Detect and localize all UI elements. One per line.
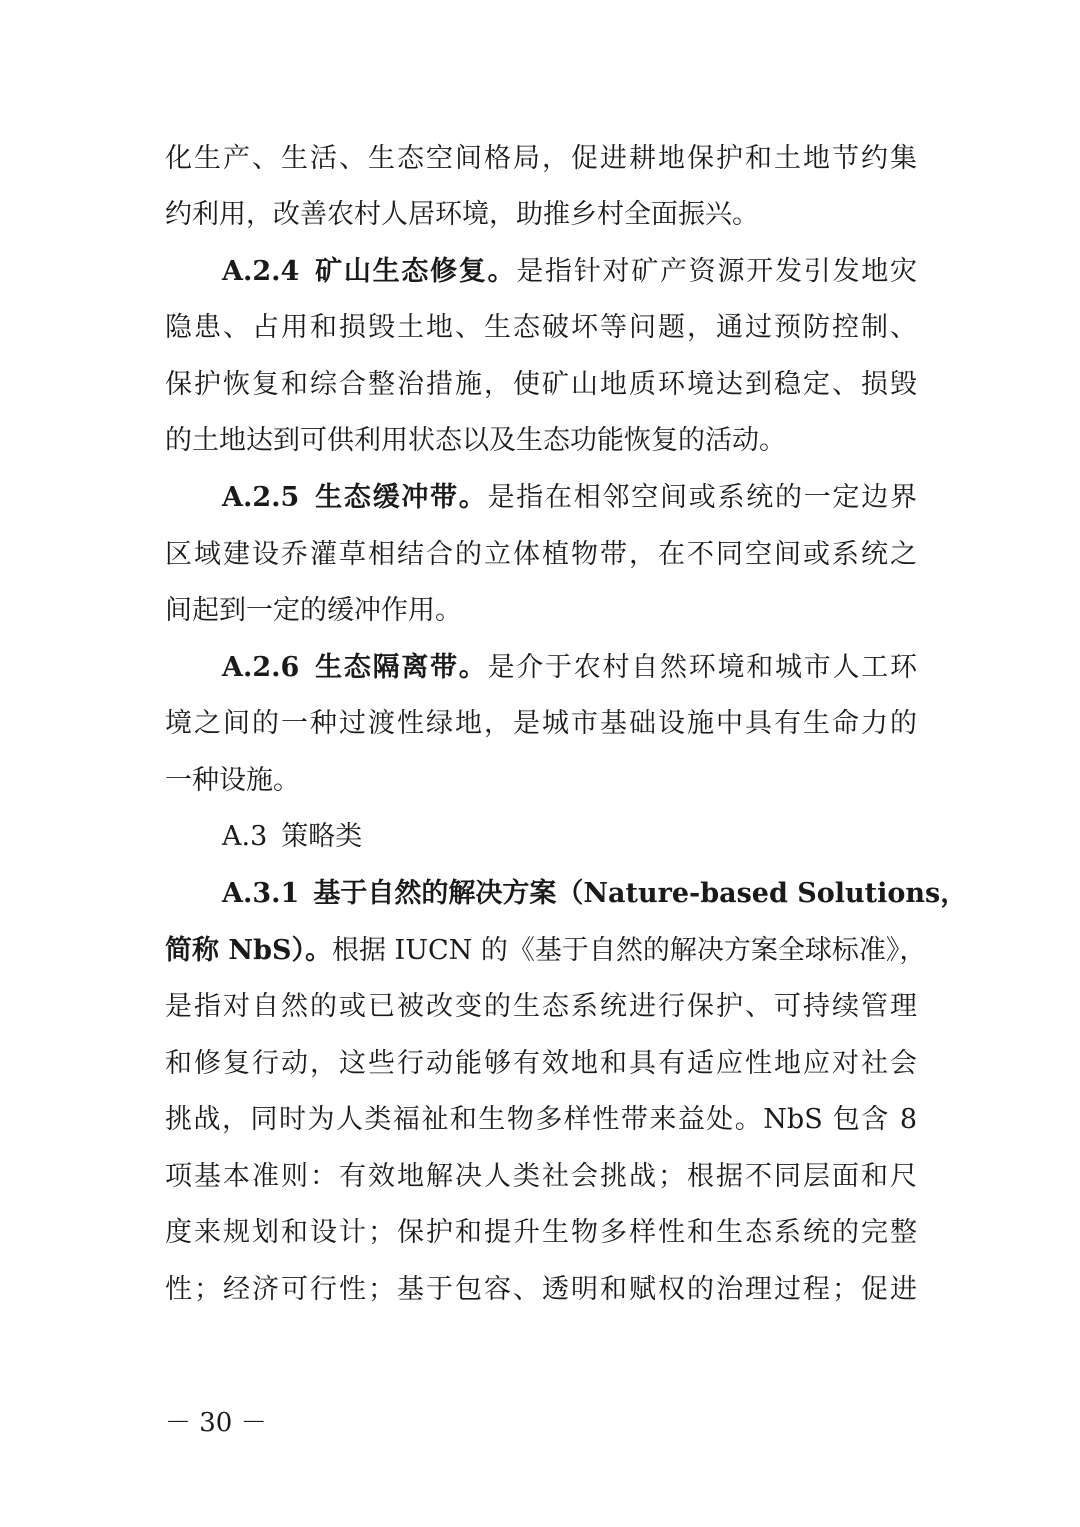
line-text: 保护恢复和综合整治措施，使矿山地质环境达到稳定、损毁 (165, 369, 917, 400)
line-text: 的土地达到可供利用状态以及生态功能恢复的活动。 (165, 425, 786, 456)
category-number: A.3 (222, 821, 268, 852)
line-text: 一种设施。 (165, 765, 300, 796)
body-line (165, 360, 917, 410)
section-title: 矿山生态修复。 (313, 256, 517, 287)
section-heading-line (222, 643, 917, 693)
section-number: A.3.1 (222, 878, 300, 909)
section-number: A.2.6 (222, 652, 300, 683)
line-text: 根据 IUCN 的《基于自然的解决方案全球标准》， (331, 935, 927, 966)
line-text: 隐患、占用和损毁土地、生态破坏等问题，通过预防控制、 (165, 312, 917, 343)
body-line (165, 190, 917, 240)
body-line (165, 699, 917, 749)
section-heading-line (222, 247, 917, 297)
body-line (165, 926, 927, 976)
section-number: A.2.5 (222, 482, 300, 513)
body-line (165, 416, 917, 466)
line-text: 是指在相邻空间或系统的一定边界 (487, 482, 918, 513)
body-line (165, 982, 917, 1032)
line-text: 区域建设乔灌草相结合的立体植物带，在不同空间或系统之 (165, 539, 917, 570)
line-text: 是介于农村自然环境和城市人工环 (487, 652, 918, 683)
category-title: 策略类 (281, 821, 363, 852)
line-text: 和修复行动，这些行动能够有效地和具有适应性地应对社会 (165, 1048, 917, 1079)
body-line (165, 1039, 917, 1089)
section-number: A.2.4 (222, 256, 300, 287)
body-line (165, 1095, 917, 1145)
line-text: 挑战，同时为人类福祉和生物多样性带来益处。NbS 包含 8 (165, 1104, 917, 1135)
line-text: 化生产、生活、生态空间格局，促进耕地保护和土地节约集 (165, 143, 917, 174)
body-line (165, 586, 917, 636)
section-title: 生态隔离带。 (313, 652, 488, 683)
body-line (165, 1265, 917, 1315)
line-text: 项基本准则：有效地解决人类社会挑战；根据不同层面和尺 (165, 1161, 917, 1192)
category-heading-line (222, 812, 917, 862)
body-line (165, 134, 917, 184)
section-title: 生态缓冲带。 (313, 482, 488, 513)
line-text: 约利用，改善农村人居环境，助推乡村全面振兴。 (165, 199, 759, 230)
body-line (165, 1152, 917, 1202)
line-text: 性；经济可行性；基于包容、透明和赋权的治理过程；促进 (165, 1274, 917, 1305)
section-heading-line (222, 473, 917, 523)
body-line (165, 1208, 917, 1258)
line-text: 境之间的一种过渡性绿地，是城市基础设施中具有生命力的 (165, 708, 917, 739)
line-text: 是指针对矿产资源开发引发地灾 (516, 256, 918, 287)
section-title-continued: 简称 NbS）。 (165, 935, 332, 966)
body-line (165, 530, 917, 580)
body-line (165, 303, 917, 353)
page-number: － 30 － (165, 1408, 267, 1438)
line-text: 是指对自然的或已被改变的生态系统进行保护、可持续管理 (165, 991, 917, 1022)
line-text: 度来规划和设计；保护和提升生物多样性和生态系统的完整 (165, 1217, 917, 1248)
section-heading-line (222, 869, 968, 919)
body-line (165, 756, 917, 806)
section-title: 基于自然的解决方案（Nature-based Solutions， (313, 878, 968, 909)
line-text: 间起到一定的缓冲作用。 (165, 595, 462, 626)
